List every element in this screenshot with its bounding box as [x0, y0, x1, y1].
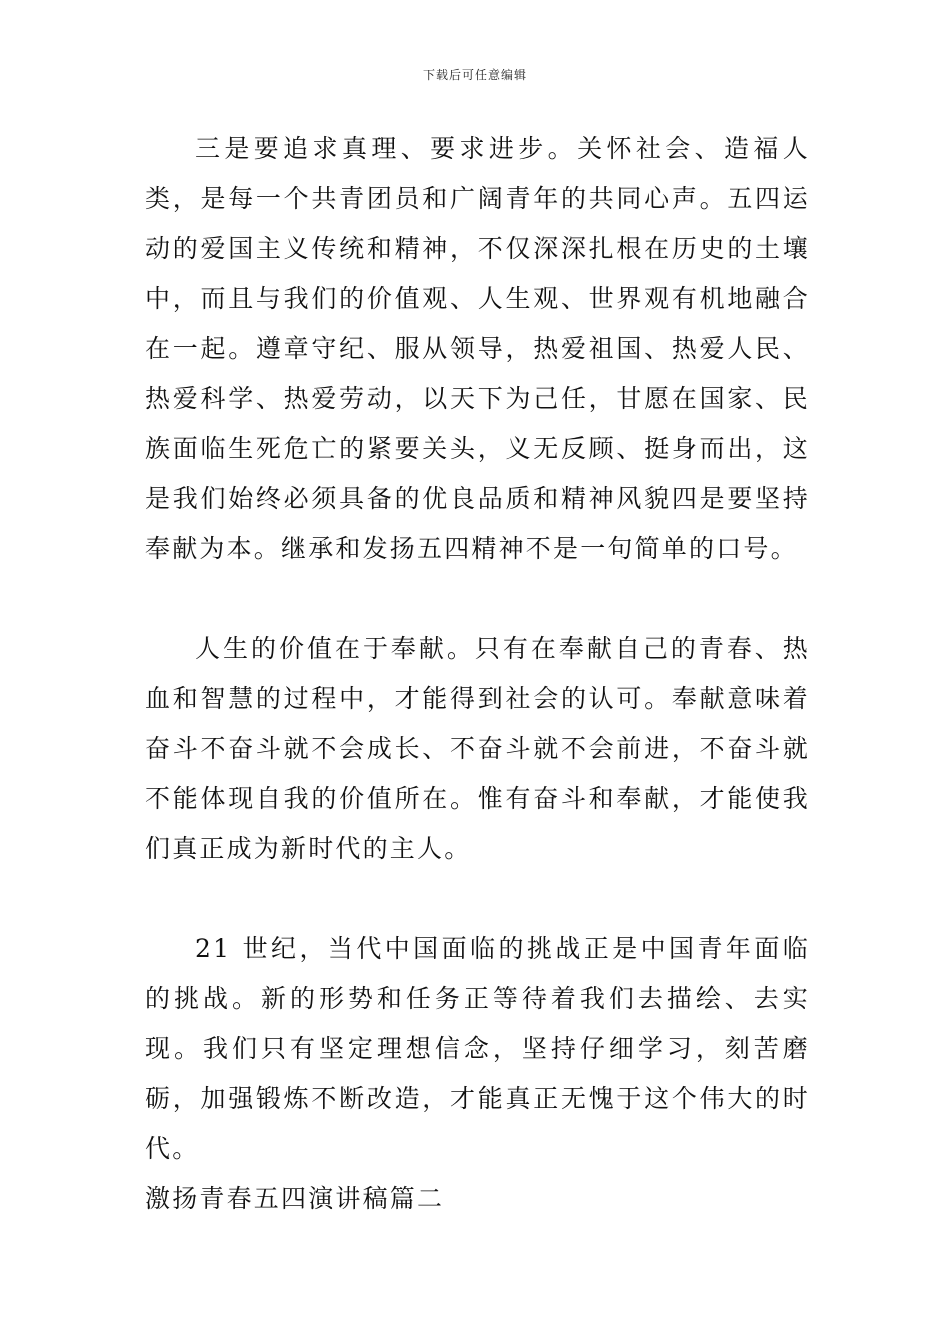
paragraph-spacer — [145, 874, 810, 924]
header-note: 下载后可任意编辑 — [422, 68, 527, 82]
document-body — [145, 124, 810, 1224]
paragraph-1: 三是要追求真理、要求进步。关怀社会、造福人类，是每一个共青团员和广阔青年的共同心声。五四运动的爱国主义传统和精神，不仅深深扎根在历史的土壤中，而且与我们的价值观、人生观、世界观有机地融合在一起。遵章守纪、服从领导，热爱祖国、热爱人民、热爱科学、热爱劳动，以天下为己任，甘愿在国家、民族面临生死危亡的紧要关头，义无反顾、挺身而出，这是我们始终必须具备的优良品质和精神风貌四是要坚持奉献为本。继承和发扬五四精神不是一句简单的口号。 — [145, 134, 810, 563]
paragraph-spacer — [145, 574, 810, 624]
paragraph-2: 人生的价值在于奉献。只有在奉献自己的青春、热血和智慧的过程中，才能得到社会的认可。奉献意味着奋斗不奋斗就不会成长、不奋斗就不会前进，不奋斗就不能体现自我的价值所在。惟有奋斗和奉献，才能使我们真正成为新时代的主人。 — [145, 634, 810, 863]
section-title: 激扬青春五四演讲稿篇二 — [145, 1184, 445, 1213]
paragraph-3: 21 世纪，当代中国面临的挑战正是中国青年面临的挑战。新的形势和任务正等待着我们去描绘、去实现。我们只有坚定理想信念，坚持仔细学习，刻苦磨砺，加强锻炼不断改造，才能真正无愧于这个伟大的时代。 — [145, 934, 810, 1163]
